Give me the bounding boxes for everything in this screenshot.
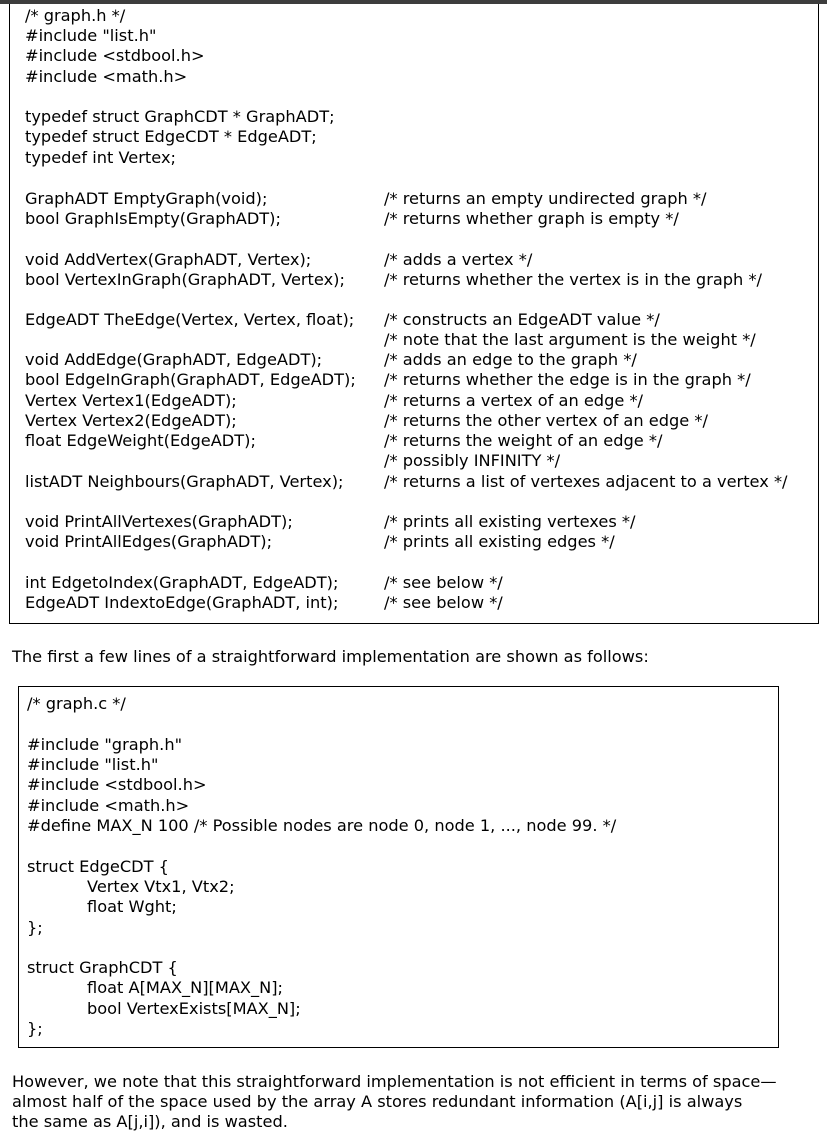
code-comment: /* returns a list of vertexes adjacent to a vertex */: [384, 472, 788, 491]
code-comment: /* adds a vertex */: [384, 250, 533, 269]
code-comment: /* note that the last argument is the weight */: [384, 330, 756, 349]
code-comment: /* returns whether the vertex is in the graph */: [384, 270, 763, 289]
code-comment: /* returns a vertex of an edge */: [384, 391, 644, 410]
code-comment: /* returns the other vertex of an edge */: [384, 411, 708, 430]
impl-code-line: float A[MAX_N][MAX_N];: [87, 978, 283, 997]
code-line: void AddEdge(GraphADT, EdgeADT);: [25, 350, 323, 369]
impl-code-line: float Wght;: [87, 897, 177, 916]
body-paragraph-line: almost half of the space used by the array A stores redundant information (A[i,j] is always: [12, 1092, 743, 1111]
code-comment: /* returns the weight of an edge */: [384, 431, 663, 450]
code-line: void PrintAllVertexes(GraphADT);: [25, 512, 293, 531]
code-line: bool EdgeInGraph(GraphADT, EdgeADT);: [25, 370, 356, 389]
code-comment: /* see below */: [384, 593, 503, 612]
impl-code-line: #include <stdbool.h>: [27, 775, 207, 794]
code-line: void AddVertex(GraphADT, Vertex);: [25, 250, 312, 269]
impl-code-line: #include "graph.h": [27, 735, 183, 754]
code-line: #include <math.h>: [25, 67, 188, 86]
code-comment: /* returns whether graph is empty */: [384, 209, 679, 228]
code-line: typedef struct EdgeCDT * EdgeADT;: [25, 127, 317, 146]
code-comment: /* returns whether the edge is in the graph */: [384, 370, 751, 389]
impl-code-line: #include <math.h>: [27, 796, 190, 815]
intro-paragraph: The first a few lines of a straightforward implementation are shown as follows:: [12, 647, 649, 666]
code-comment: /* possibly INFINITY */: [384, 451, 561, 470]
code-line: EdgeADT IndextoEdge(GraphADT, int);: [25, 593, 339, 612]
impl-code-line: bool VertexExists[MAX_N];: [87, 999, 301, 1018]
code-line: typedef struct GraphCDT * GraphADT;: [25, 107, 335, 126]
code-line: EdgeADT TheEdge(Vertex, Vertex, float);: [25, 310, 355, 329]
impl-code-line: };: [27, 918, 43, 937]
code-line: #include <stdbool.h>: [25, 46, 205, 65]
impl-code-line: Vertex Vtx1, Vtx2;: [87, 877, 235, 896]
code-comment: /* returns an empty undirected graph */: [384, 189, 707, 208]
code-line: float EdgeWeight(EdgeADT);: [25, 431, 256, 450]
code-comment: /* constructs an EdgeADT value */: [384, 310, 660, 329]
code-comment: /* adds an edge to the graph */: [384, 350, 637, 369]
impl-code-line: /* graph.c */: [27, 694, 126, 713]
code-line: GraphADT EmptyGraph(void);: [25, 189, 268, 208]
impl-code-line: struct GraphCDT {: [27, 958, 178, 977]
impl-code-line: #include "list.h": [27, 755, 159, 774]
code-line: void PrintAllEdges(GraphADT);: [25, 532, 273, 551]
code-line: #include "list.h": [25, 26, 157, 45]
code-comment: /* prints all existing edges */: [384, 532, 615, 551]
code-line: bool GraphIsEmpty(GraphADT);: [25, 209, 281, 228]
code-line: /* graph.h */: [25, 6, 126, 25]
code-line: bool VertexInGraph(GraphADT, Vertex);: [25, 270, 345, 289]
code-comment: /* prints all existing vertexes */: [384, 512, 636, 531]
code-comment: /* see below */: [384, 573, 503, 592]
code-line: Vertex Vertex2(EdgeADT);: [25, 411, 237, 430]
impl-code-line: };: [27, 1019, 43, 1038]
code-line: typedef int Vertex;: [25, 148, 176, 167]
code-line: listADT Neighbours(GraphADT, Vertex);: [25, 472, 344, 491]
impl-code-line: #define MAX_N 100 /* Possible nodes are node 0, node 1, ..., node 99. */: [27, 816, 617, 835]
body-paragraph-line: the same as A[j,i]), and is wasted.: [12, 1112, 288, 1131]
code-line: Vertex Vertex1(EdgeADT);: [25, 391, 237, 410]
body-paragraph-line: However, we note that this straightforward implementation is not efficient in terms of space—: [12, 1072, 777, 1091]
impl-code-line: struct EdgeCDT {: [27, 857, 169, 876]
code-line: int EdgetoIndex(GraphADT, EdgeADT);: [25, 573, 339, 592]
